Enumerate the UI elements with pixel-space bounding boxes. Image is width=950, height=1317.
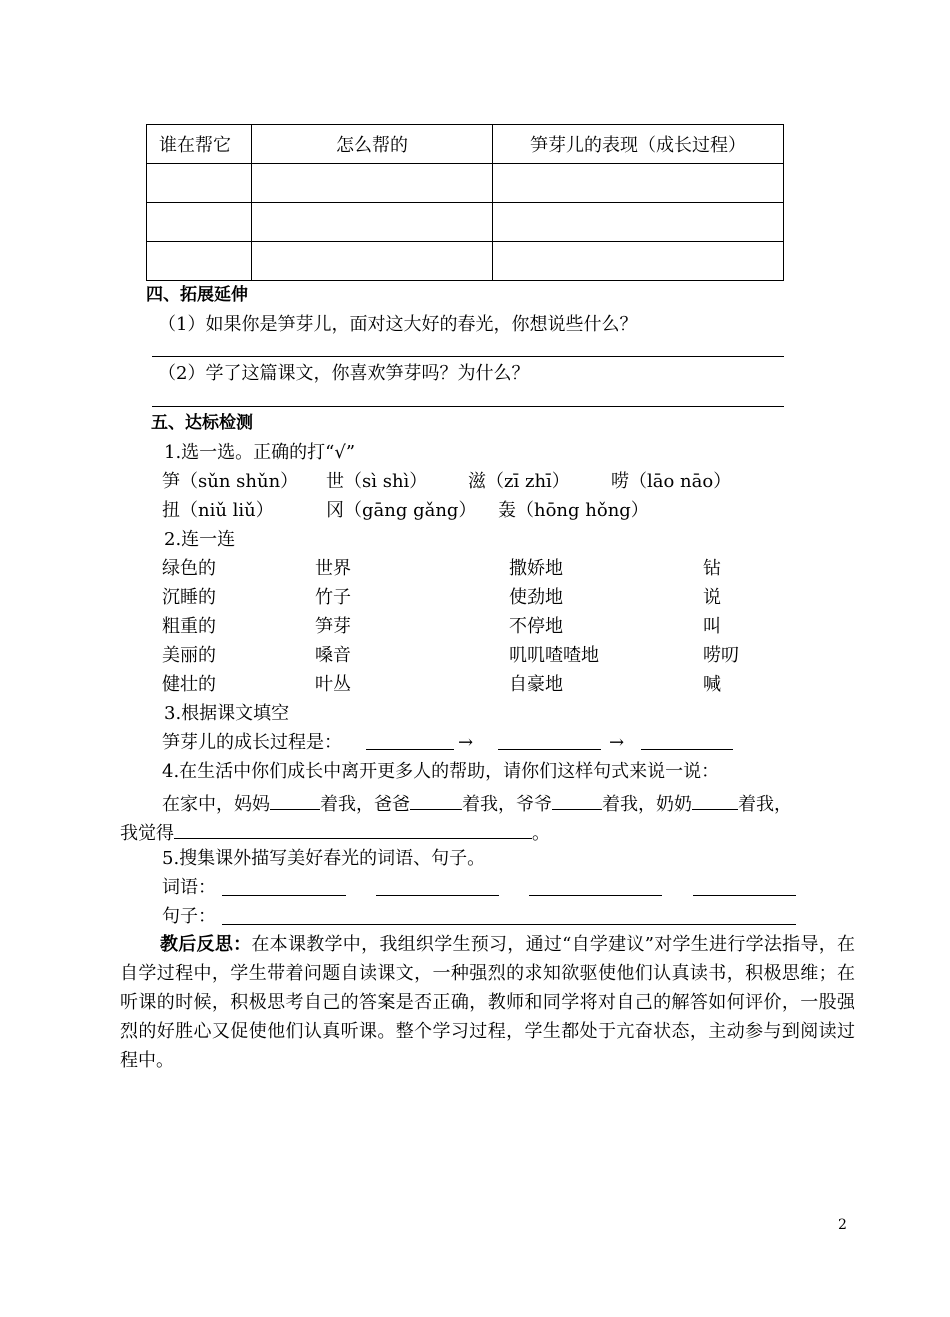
match-col4-item[interactable]: 唠叨 <box>703 645 739 666</box>
match-col4-item[interactable]: 钻 <box>703 558 721 579</box>
fill-blank[interactable] <box>174 821 532 839</box>
table-cell[interactable] <box>252 164 493 203</box>
words-blank-2[interactable] <box>376 895 499 896</box>
table-cell[interactable] <box>493 242 784 281</box>
match-col1-item[interactable]: 健壮的 <box>162 674 216 695</box>
table-header-cell: 谁在帮它 <box>147 125 252 164</box>
q4-text: 着我，奶奶 <box>602 794 692 815</box>
q4-title: 4.在生活中你们成长中离开更多人的帮助，请你们这样句式来说一说： <box>162 761 720 782</box>
match-col3-item[interactable]: 撒娇地 <box>509 558 563 579</box>
q1-title: 1.选一选。正确的打“√” <box>164 442 356 463</box>
fill-blank[interactable] <box>270 792 320 810</box>
match-col3-item[interactable]: 不停地 <box>509 616 563 637</box>
match-col2-item[interactable]: 世界 <box>315 558 351 579</box>
fill-blank[interactable] <box>410 792 462 810</box>
page-number: 2 <box>838 1217 847 1233</box>
table-header-row <box>147 125 784 164</box>
table-row <box>147 242 784 281</box>
table-cell[interactable] <box>147 242 252 281</box>
q3-label: 笋芽儿的成长过程是： <box>162 732 342 753</box>
match-col2-item[interactable]: 嗓音 <box>315 645 351 666</box>
reflection-text: 在本课教学中，我组织学生预习，通过“自学建议”对学生进行学法指导，在自学过程中，学生带着问题自读课文，一种强烈的求知欲驱使他们认真读书，积极思维；在听课的时候，积极思考自己的答案是否正确，教师和同学将对自己的解答如何评价，一股强烈的好胜心又促使他们认真听课。整个学习过程，学生都处于亢奋状态，主动参与到阅读过程中。 <box>120 934 856 1071</box>
arrow-icon: → <box>609 732 625 753</box>
reflection-paragraph <box>120 930 855 1075</box>
pinyin-choice[interactable]: 滋（zī zhī） <box>468 471 570 492</box>
fill-blank[interactable] <box>552 792 602 810</box>
arrow-icon: → <box>458 732 474 753</box>
pinyin-choice[interactable]: 唠（lāo nāo） <box>611 471 732 492</box>
table-cell[interactable] <box>493 164 784 203</box>
q3-title: 3.根据课文填空 <box>164 703 290 724</box>
q5-title: 5.搜集课外描写美好春光的词语、句子。 <box>162 848 486 869</box>
match-col2-item[interactable]: 叶丛 <box>315 674 351 695</box>
q5-sentence-label: 句子： <box>162 906 216 927</box>
q5-words-label: 词语： <box>162 877 216 898</box>
q4-text: 。 <box>532 823 550 844</box>
table-header-cell: 怎么帮的 <box>252 125 493 164</box>
table-header-cell: 笋芽儿的表现（成长过程） <box>493 125 784 164</box>
q4-line-2 <box>120 821 550 843</box>
q4-text: 着我， <box>738 794 792 815</box>
helpers-table <box>146 124 784 281</box>
pinyin-choice[interactable]: 扭（niǔ liǔ） <box>162 500 274 521</box>
q4-text: 着我，爷爷 <box>462 794 552 815</box>
pinyin-choice[interactable]: 冈（gāng gǎng） <box>326 500 477 521</box>
pinyin-choice[interactable]: 笋（sǔn shǔn） <box>162 471 299 492</box>
words-blank-3[interactable] <box>529 895 662 896</box>
table-row <box>147 203 784 242</box>
match-col3-item[interactable]: 使劲地 <box>509 587 563 608</box>
match-col4-item[interactable]: 叫 <box>703 616 721 637</box>
section4-title: 四、拓展延伸 <box>146 285 248 305</box>
words-blank-4[interactable] <box>693 895 796 896</box>
answer-line-1[interactable] <box>152 356 784 357</box>
table-cell[interactable] <box>252 242 493 281</box>
match-col3-item[interactable]: 叽叽喳喳地 <box>509 645 599 666</box>
table-row <box>147 164 784 203</box>
pinyin-choice[interactable]: 世（sì shì） <box>326 471 428 492</box>
fill-blank-1[interactable] <box>366 749 454 750</box>
table-cell[interactable] <box>147 203 252 242</box>
q2-title: 2.连一连 <box>164 529 236 550</box>
words-blank-1[interactable] <box>222 895 346 896</box>
match-col1-item[interactable]: 沉睡的 <box>162 587 216 608</box>
match-col1-item[interactable]: 美丽的 <box>162 645 216 666</box>
match-col2-item[interactable]: 竹子 <box>315 587 351 608</box>
fill-blank[interactable] <box>692 792 738 810</box>
match-col4-item[interactable]: 说 <box>703 587 721 608</box>
match-col1-item[interactable]: 绿色的 <box>162 558 216 579</box>
table-cell[interactable] <box>252 203 493 242</box>
q4-text: 着我，爸爸 <box>320 794 410 815</box>
q4-line-1 <box>162 792 792 814</box>
match-col1-item[interactable]: 粗重的 <box>162 616 216 637</box>
pinyin-choice[interactable]: 轰（hōng hǒng） <box>498 500 649 521</box>
answer-line-2[interactable] <box>152 406 784 407</box>
section5-title: 五、达标检测 <box>151 413 253 433</box>
q4-text: 在家中，妈妈 <box>162 794 270 815</box>
match-col3-item[interactable]: 自豪地 <box>509 674 563 695</box>
section4-question-2: （2）学了这篇课文，你喜欢笋芽吗？为什么？ <box>158 363 530 384</box>
table-cell[interactable] <box>147 164 252 203</box>
section4-question-1: （1）如果你是笋芽儿，面对这大好的春光，你想说些什么？ <box>158 314 638 335</box>
match-col4-item[interactable]: 喊 <box>703 674 721 695</box>
reflection-label: 教后反思： <box>160 934 252 955</box>
match-col2-item[interactable]: 笋芽 <box>315 616 351 637</box>
q4-text: 我觉得 <box>120 823 174 844</box>
fill-blank-3[interactable] <box>641 749 733 750</box>
sentence-blank[interactable] <box>222 924 796 925</box>
table-cell[interactable] <box>493 203 784 242</box>
fill-blank-2[interactable] <box>498 749 601 750</box>
